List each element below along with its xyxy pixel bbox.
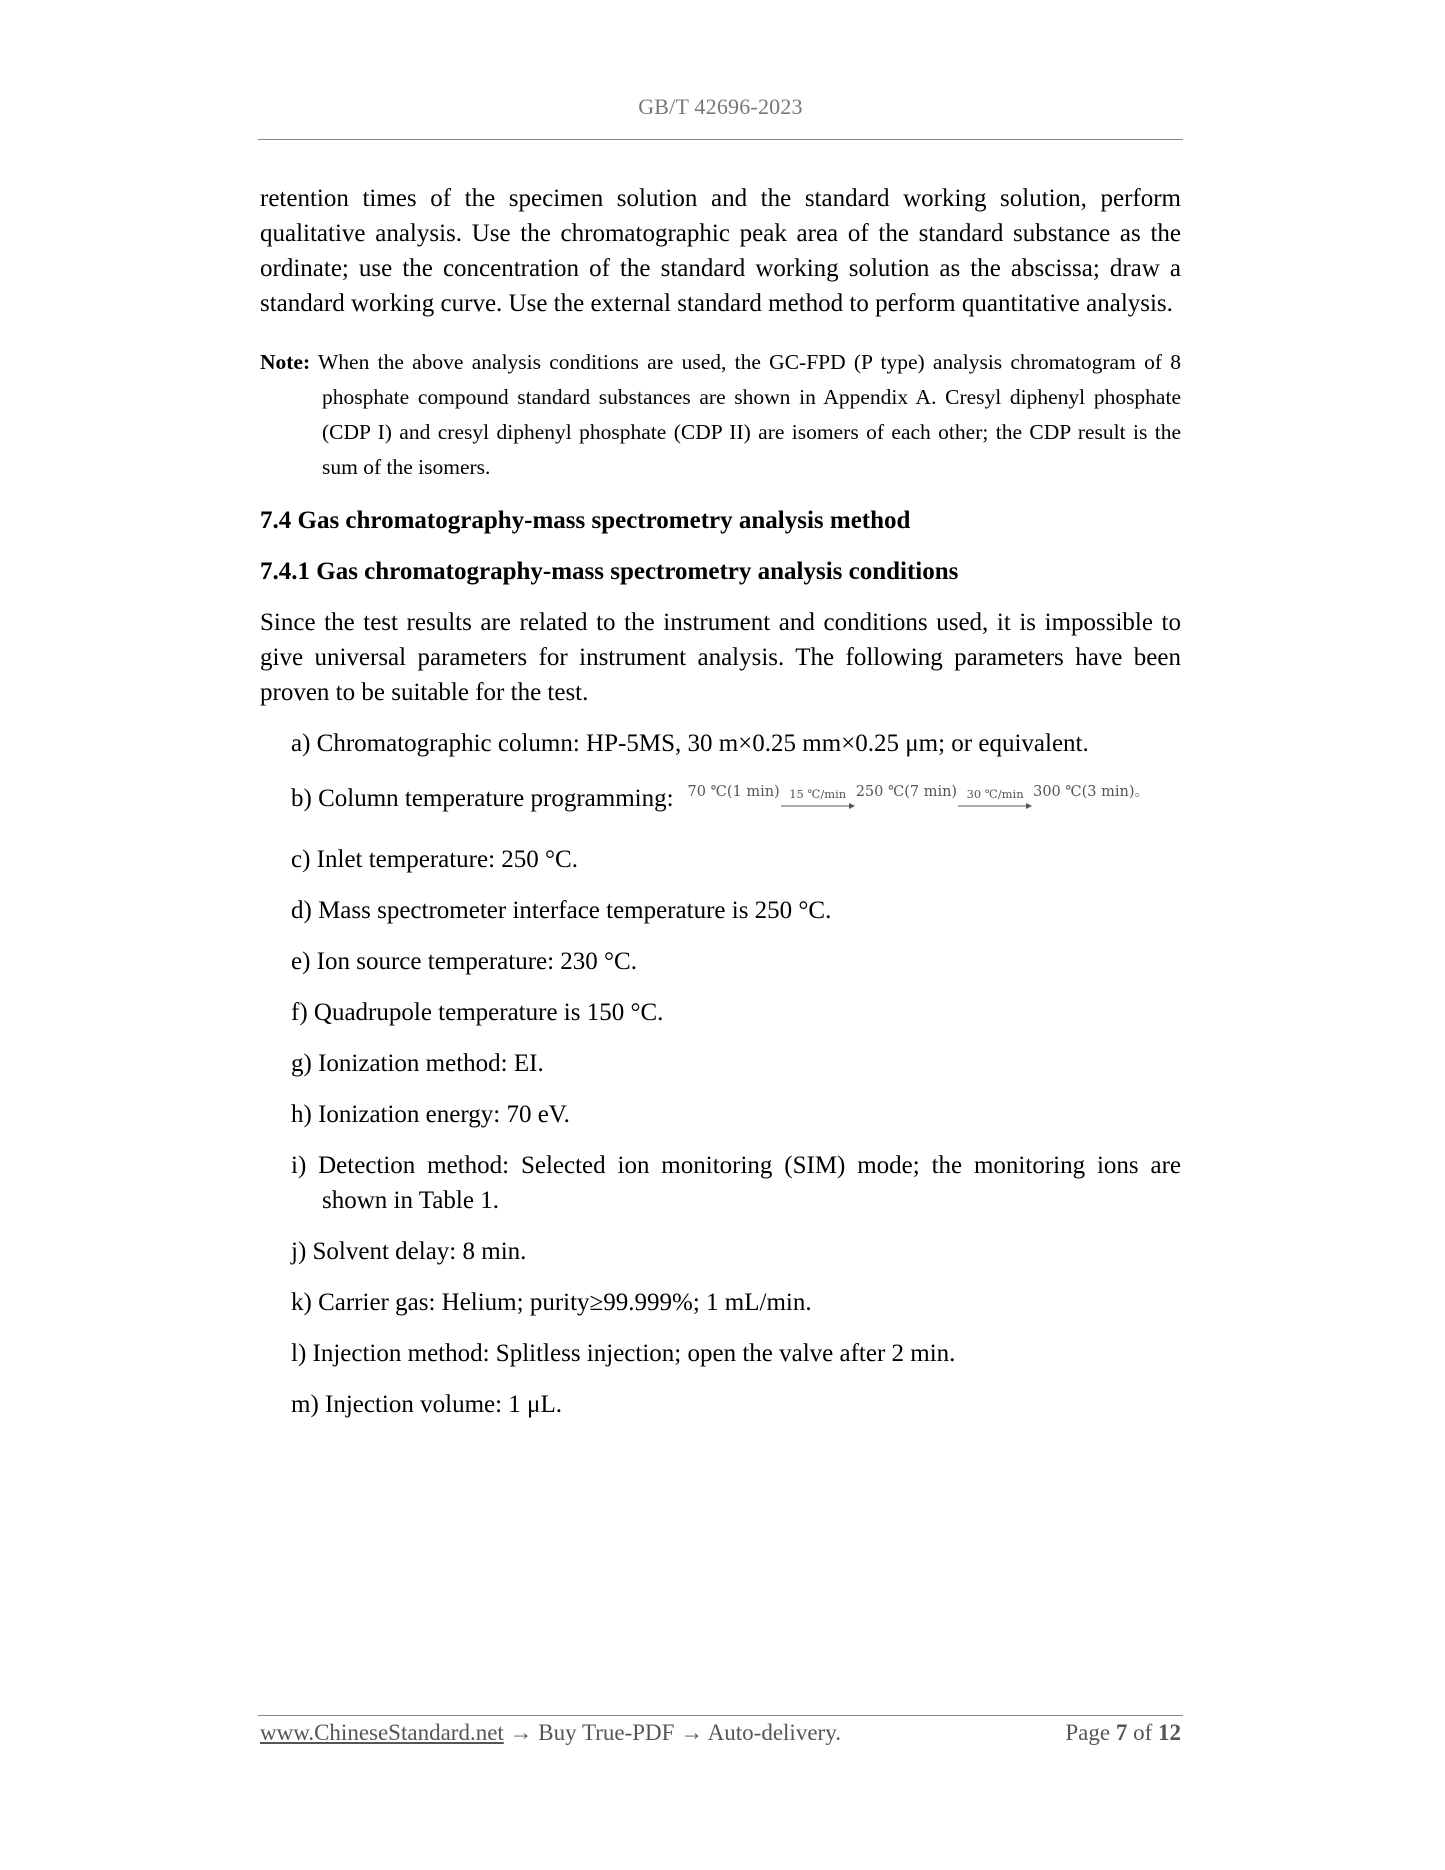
note-block	[260, 345, 1181, 485]
section-heading-7-4: 7.4 Gas chromatography-mass spectrometry analysis method	[260, 507, 911, 534]
note-label: Note:	[260, 350, 311, 374]
list-item-c: c) Inlet temperature: 250 °C.	[291, 846, 578, 873]
page-number	[1065, 1720, 1181, 1746]
list-item-j: j) Solvent delay: 8 min.	[291, 1238, 527, 1265]
paragraph-retention-times: retention times of the specimen solution and the standard working solution, perform qualitative analysis. Use the chromatographic peak area of the standard substance as the ordinate; use the concentration of the standard working solution as the abscissa; draw a standard working curve. Use the external standard method to perform quantitative analysis.	[260, 185, 1181, 317]
rate-arrow-2	[958, 787, 1032, 810]
temperature-program-formula	[688, 775, 1149, 810]
right-arrow-icon	[958, 802, 1032, 810]
right-arrow-icon	[781, 802, 855, 810]
list-item-a: a) Chromatographic column: HP-5MS, 30 m×0.25 mm×0.25 μm; or equivalent.	[291, 730, 1089, 757]
page-current: 7	[1115, 1720, 1128, 1745]
paragraph-parameters-intro: Since the test results are related to the instrument and conditions used, it is impossible to give universal parameters for instrument analysis. The following parameters have been proven to be suitable for the test.	[260, 609, 1181, 706]
list-item-e: e) Ion source temperature: 230 °C.	[291, 948, 637, 975]
list-item-d: d) Mass spectrometer interface temperature is 250 °C.	[291, 897, 832, 924]
temp-step-start: 70 ℃(1 min)	[687, 784, 780, 800]
list-item-h: h) Ionization energy: 70 eV.	[291, 1101, 570, 1128]
list-item-f: f) Quadrupole temperature is 150 °C.	[291, 999, 664, 1026]
section-heading-7-4-1: 7.4.1 Gas chromatography-mass spectrometry analysis conditions	[260, 558, 959, 585]
footer-divider	[258, 1715, 1183, 1716]
buy-text: Buy True-PDF	[538, 1720, 675, 1745]
of-word: of	[1133, 1720, 1153, 1745]
site-link[interactable]: www.ChineseStandard.net	[260, 1720, 504, 1745]
page-footer	[260, 1720, 1181, 1746]
list-item-k: k) Carrier gas: Helium; purity≥99.999%; 1 mL/min.	[291, 1289, 812, 1316]
temp-step-mid: 250 ℃(7 min)	[855, 784, 958, 800]
note-text: When the above analysis conditions are used, the GC-FPD (P type) analysis chromatogram of 8 phosphate compound standard substances are shown in Appendix A. Cresyl diphenyl phosphate (CDP I) and cresyl diphenyl phosphate (CDP II) are isomers of each other; the CDP result is the sum of the isomers.	[318, 350, 1181, 479]
document-id-header: GB/T 42696-2023	[638, 94, 803, 119]
page-total: 12	[1158, 1720, 1181, 1745]
page-word: Page	[1065, 1720, 1111, 1745]
list-item-b	[260, 781, 1181, 816]
list-item-m: m) Injection volume: 1 μL.	[291, 1391, 562, 1418]
list-item-b-label: b) Column temperature programming:	[291, 785, 674, 812]
rate-arrow-1	[781, 787, 855, 810]
list-item-l: l) Injection method: Splitless injection; open the valve after 2 min.	[291, 1340, 956, 1367]
delivery-text: Auto-delivery.	[707, 1720, 841, 1745]
header-divider	[258, 139, 1183, 140]
temp-step-end: 300 ℃(3 min)。	[1033, 784, 1149, 800]
rate-label-2: 30 ℃/min	[966, 787, 1024, 801]
footer-left	[260, 1720, 841, 1746]
list-item-g: g) Ionization method: EI.	[291, 1050, 544, 1077]
list-item-i: i) Detection method: Selected ion monitoring (SIM) mode; the monitoring ions are shown in Table 1.	[291, 1152, 1181, 1214]
page-content	[260, 181, 1181, 1422]
arrow-icon: →	[509, 1720, 533, 1745]
arrow-icon: →	[680, 1720, 704, 1745]
rate-label-1: 15 ℃/min	[789, 787, 847, 801]
